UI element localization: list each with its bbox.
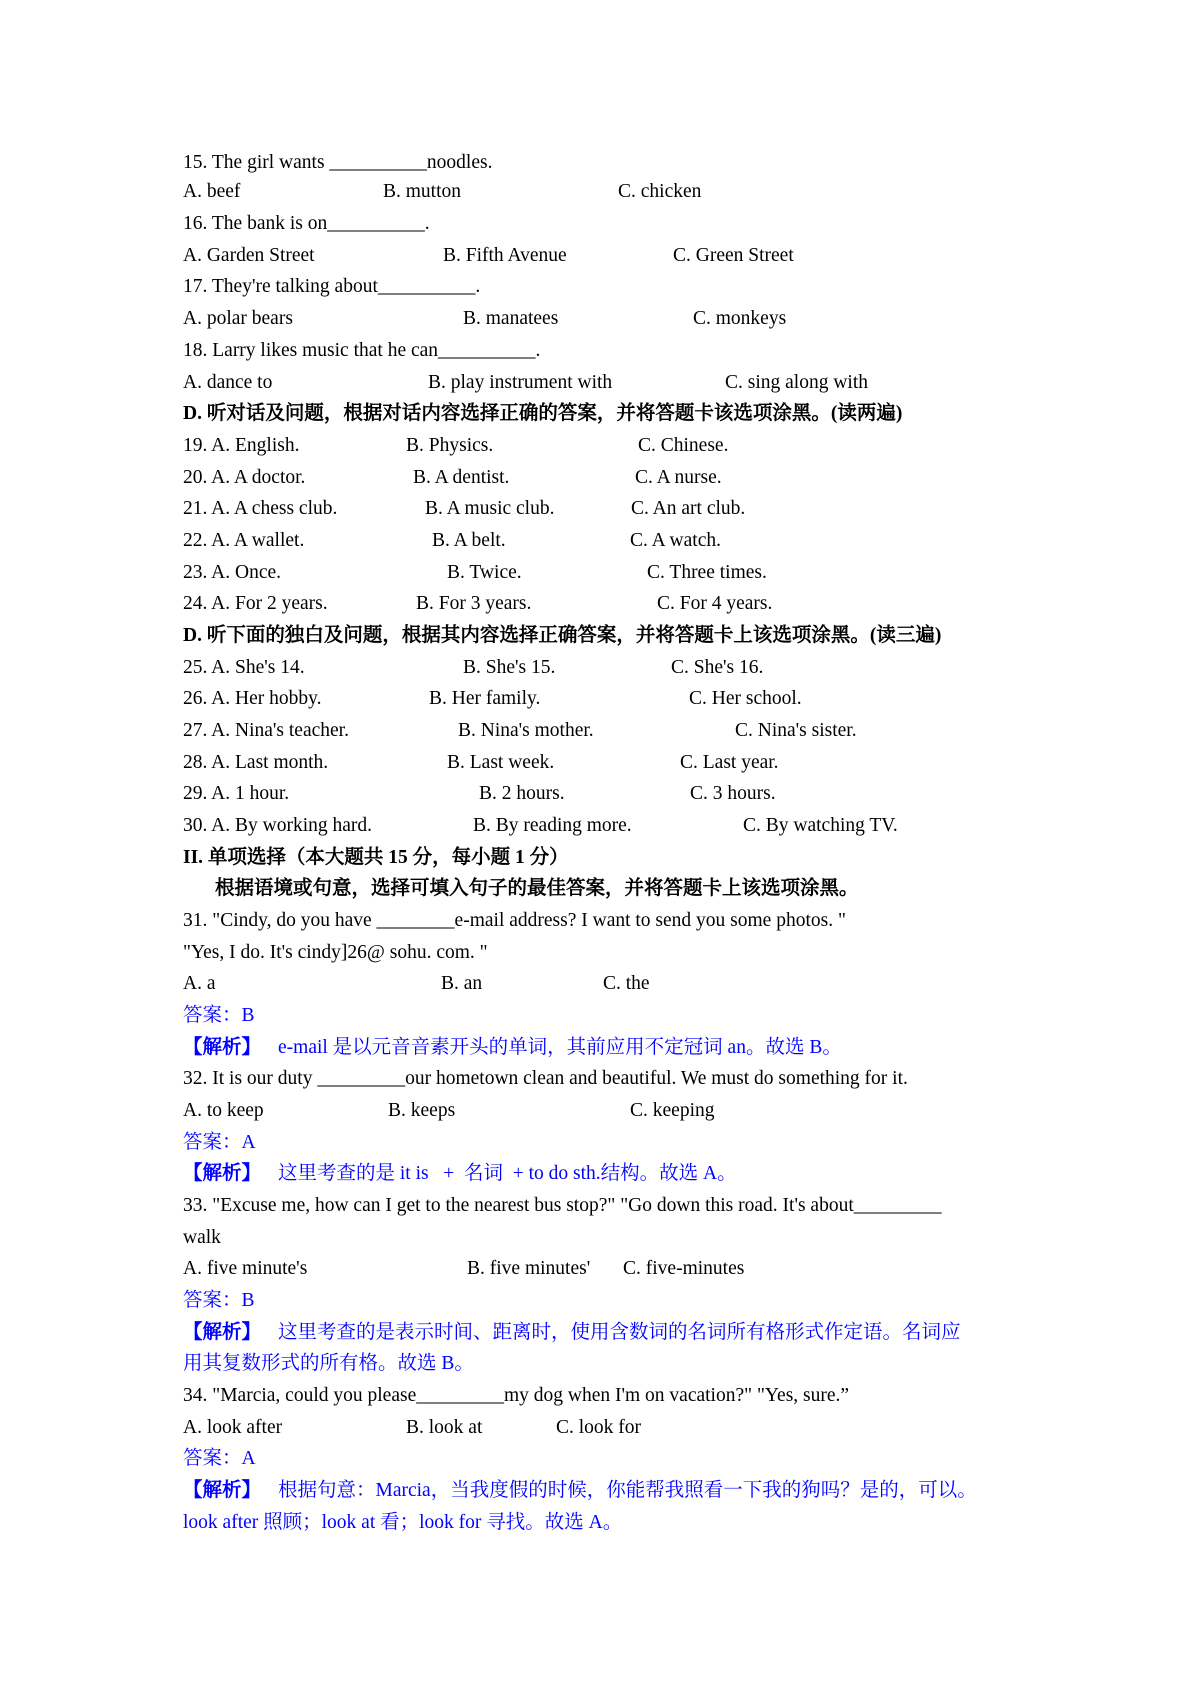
answer-32: [183, 1127, 1033, 1159]
option-c: C. sing along with: [725, 372, 869, 393]
answer-text: 答案：A: [183, 1448, 256, 1469]
option-b: B. Her family.: [429, 688, 541, 709]
question-32: [183, 1063, 1033, 1095]
question-17: [183, 271, 1033, 303]
answer-text: 答案：A: [183, 1132, 256, 1153]
question-24: [183, 588, 1033, 620]
option-c: C. Her school.: [689, 688, 802, 709]
question-26: [183, 683, 1033, 715]
option-a: A. dance to: [183, 372, 273, 393]
question-text: 34. "Marcia, could you please_________my dog when I'm on vacation?" "Yes, sure.”: [183, 1385, 850, 1406]
analysis-text: 这里考查的是 it is + 名词 + to do sth.结构。故选 A。: [278, 1163, 737, 1184]
analysis-33: [183, 1317, 1033, 1349]
option-b: B. 2 hours.: [479, 783, 565, 804]
analysis-32: [183, 1158, 1033, 1190]
question-21: [183, 493, 1033, 525]
options-31: [183, 968, 1033, 1000]
option-b: B. manatees: [463, 308, 559, 329]
option-c: C. A nurse.: [635, 467, 722, 488]
option-c: C. Nina's sister.: [735, 720, 857, 741]
option-a: A. Garden Street: [183, 245, 315, 266]
question-31: [183, 905, 1033, 937]
question-text: 18. Larry likes music that he can__________.: [183, 340, 541, 361]
option-a: 19. A. English.: [183, 435, 300, 456]
option-c: C. look for: [556, 1417, 642, 1438]
section-heading: [183, 620, 1033, 652]
option-a: 24. A. For 2 years.: [183, 593, 328, 614]
option-c: C. chicken: [618, 181, 702, 202]
options-32: [183, 1095, 1033, 1127]
option-b: B. Fifth Avenue: [443, 245, 567, 266]
option-b: B. She's 15.: [463, 657, 556, 678]
question-31-cont: [183, 937, 1033, 969]
answer-text: 答案：B: [183, 1005, 255, 1026]
option-a: 22. A. A wallet.: [183, 530, 305, 551]
section-instruction: [183, 873, 1033, 905]
instruction-text: 根据语境或句意，选择可填入句子的最佳答案，并将答题卡上该选项涂黑。: [215, 878, 859, 899]
option-c: C. A watch.: [630, 530, 721, 551]
question-33: [183, 1190, 1033, 1222]
options-15: [183, 176, 1033, 208]
option-b: B. A music club.: [425, 498, 555, 519]
option-a: 25. A. She's 14.: [183, 657, 305, 678]
option-c: C. Three times.: [647, 562, 767, 583]
option-a: A. look after: [183, 1417, 283, 1438]
option-a: A. to keep: [183, 1100, 264, 1121]
options-18: [183, 367, 1033, 399]
option-b: B. Nina's mother.: [458, 720, 594, 741]
option-a: A. polar bears: [183, 308, 293, 329]
option-c: C. keeping: [630, 1100, 715, 1121]
option-a: 28. A. Last month.: [183, 752, 329, 773]
option-a: A. a: [183, 973, 216, 994]
option-c: C. Chinese.: [638, 435, 729, 456]
question-22: [183, 525, 1033, 557]
option-b: B. By reading more.: [473, 815, 632, 836]
question-23: [183, 557, 1033, 589]
option-c: C. 3 hours.: [690, 783, 776, 804]
option-b: B. A belt.: [432, 530, 506, 551]
question-text: 16. The bank is on__________.: [183, 213, 430, 234]
question-25: [183, 652, 1033, 684]
option-b: B. A dentist.: [413, 467, 510, 488]
option-c: C. By watching TV.: [743, 815, 898, 836]
question-text: 32. It is our duty _________our hometown clean and beautiful. We must do something for it.: [183, 1068, 908, 1089]
section-title: II. 单项选择（本大题共 15 分，每小题 1 分）: [183, 847, 569, 868]
option-c: C. Last year.: [680, 752, 779, 773]
section-title: D. 听下面的独白及问题，根据其内容选择正确答案，并将答题卡上该选项涂黑。(读三遍): [183, 625, 942, 646]
question-text: 33. "Excuse me, how can I get to the nearest bus stop?" "Go down this road. It's about_________: [183, 1195, 942, 1216]
option-c: C. the: [603, 973, 650, 994]
question-27: [183, 715, 1033, 747]
question-text: "Yes, I do. It's cindy]26@ sohu. com. ": [183, 942, 488, 963]
analysis-31: [183, 1032, 1033, 1064]
option-a: 30. A. By working hard.: [183, 815, 373, 836]
analysis-label: 【解析】: [183, 1037, 262, 1058]
analysis-text: 这里考查的是表示时间、距离时，使用含数词的名词所有格形式作定语。名词应: [278, 1322, 961, 1343]
analysis-33-cont: [183, 1348, 1033, 1380]
option-b: B. play instrument with: [428, 372, 613, 393]
question-16: [183, 208, 1033, 240]
analysis-text: 用其复数形式的所有格。故选 B。: [183, 1353, 474, 1374]
option-a: 29. A. 1 hour.: [183, 783, 290, 804]
analysis-text: 根据句意：Marcia，当我度假的时候，你能帮我照看一下我的狗吗？是的，可以。: [278, 1480, 977, 1501]
analysis-text: e-mail 是以元音音素开头的单词，其前应用不定冠词 an。故选 B。: [278, 1037, 842, 1058]
section-heading: [183, 842, 1033, 874]
analysis-label: 【解析】: [183, 1480, 262, 1501]
section-heading: [183, 398, 1033, 430]
option-b: B. Twice.: [447, 562, 522, 583]
option-b: B. look at: [406, 1417, 483, 1438]
option-c: C. An art club.: [631, 498, 746, 519]
answer-34: [183, 1443, 1033, 1475]
option-b: B. Physics.: [406, 435, 494, 456]
option-a: 27. A. Nina's teacher.: [183, 720, 349, 741]
question-text: 31. "Cindy, do you have ________e-mail address? I want to send you some photos. ": [183, 910, 846, 931]
question-20: [183, 462, 1033, 494]
options-16: [183, 240, 1033, 272]
option-a: 20. A. A doctor.: [183, 467, 306, 488]
option-a: A. five minute's: [183, 1258, 308, 1279]
option-a: 23. A. Once.: [183, 562, 282, 583]
option-c: C. monkeys: [693, 308, 787, 329]
question-15: [183, 147, 1033, 179]
options-17: [183, 303, 1033, 335]
option-c: C. For 4 years.: [657, 593, 773, 614]
question-18: [183, 335, 1033, 367]
question-text: 17. They're talking about__________.: [183, 276, 481, 297]
question-34: [183, 1380, 1033, 1412]
option-b: B. Last week.: [447, 752, 555, 773]
answer-31: [183, 1000, 1033, 1032]
option-b: B. five minutes': [467, 1258, 591, 1279]
options-33: [183, 1253, 1033, 1285]
analysis-34-cont: [183, 1507, 1033, 1539]
answer-text: 答案：B: [183, 1290, 255, 1311]
options-34: [183, 1412, 1033, 1444]
option-c: C. five-minutes: [623, 1258, 745, 1279]
option-b: B. an: [441, 973, 483, 994]
section-title: D. 听对话及问题，根据对话内容选择正确的答案，并将答题卡该选项涂黑。(读两遍): [183, 403, 903, 424]
option-b: B. keeps: [388, 1100, 456, 1121]
analysis-34: [183, 1475, 1033, 1507]
option-a: 26. A. Her hobby.: [183, 688, 322, 709]
answer-33: [183, 1285, 1033, 1317]
question-33-cont: [183, 1222, 1033, 1254]
analysis-label: 【解析】: [183, 1322, 262, 1343]
analysis-text: look after 照顾；look at 看；look for 寻找。故选 A。: [183, 1512, 623, 1533]
option-b: B. For 3 years.: [416, 593, 532, 614]
analysis-label: 【解析】: [183, 1163, 262, 1184]
option-b: B. mutton: [383, 181, 462, 202]
option-a: 21. A. A chess club.: [183, 498, 338, 519]
question-30: [183, 810, 1033, 842]
question-29: [183, 778, 1033, 810]
question-text: 15. The girl wants __________noodles.: [183, 152, 493, 173]
question-28: [183, 747, 1033, 779]
question-text: walk: [183, 1227, 221, 1248]
option-c: C. She's 16.: [671, 657, 764, 678]
question-19: [183, 430, 1033, 462]
option-c: C. Green Street: [673, 245, 794, 266]
option-a: A. beef: [183, 181, 241, 202]
